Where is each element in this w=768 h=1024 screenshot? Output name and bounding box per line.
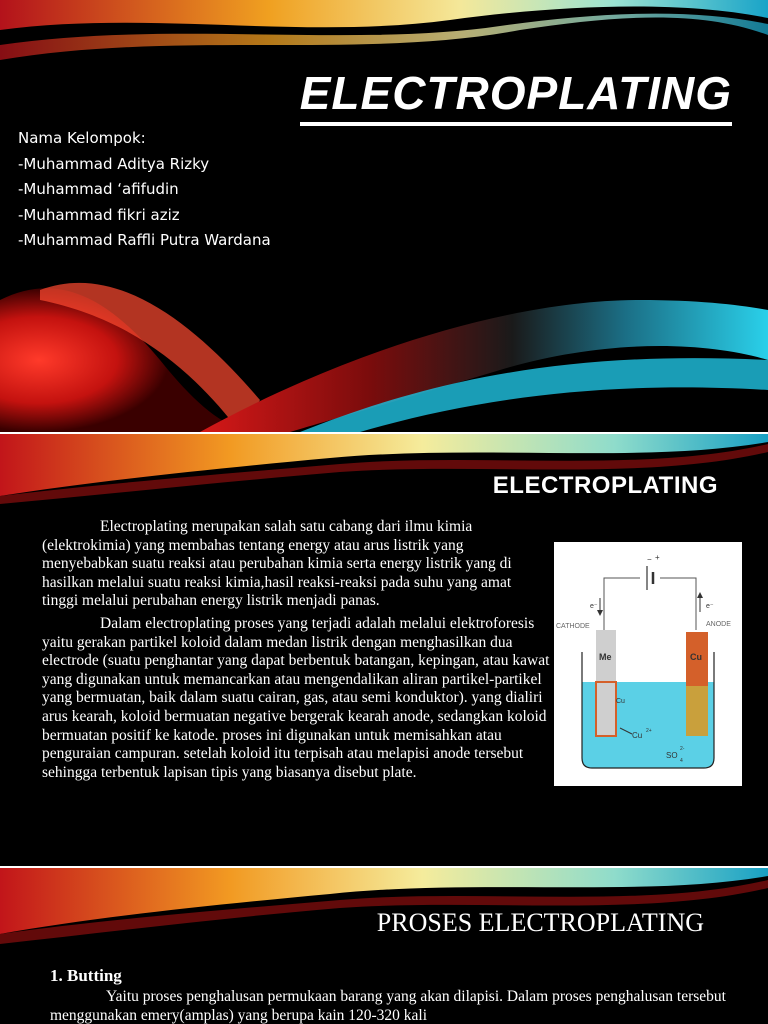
copper-ion-label: Cu (632, 731, 643, 740)
member-item: -Muhammad fikri aziz (18, 205, 180, 224)
paragraph: Dalam electroplating proses yang terjadi adalah melalui elektroforesis yaitu gerakan partikel koloid dalam medan listrik dengan menghasilkan dua electrode (suatu penghantar yang dapat berbentuk batangan, kepingan, atau kawat yang digunakan untuk memancarkan atau mengendalikan aliran partikel-partikel yang bermuatan, baik dalam suatu cairan, gas, atau semi konduktor). yang dialiri arus kearah, koloid bermuatan negative bergerak kearah anode, sedangkan koloid bermuatan positif ke katode. proses ini digunakan untuk memisahkan atau penguraian campuran. setelah koloid itu terpisah atau melapisi anode tersebut sehingga terbentuk lapisan tipis yang biasanya disebut plate. (42, 614, 550, 781)
slide-body (42, 518, 550, 786)
plus-label: + (655, 553, 660, 562)
process-slide (0, 868, 768, 1024)
copper-ion-charge: 2+ (646, 728, 652, 734)
cathode-metal-label: Me (599, 652, 612, 662)
anode-metal-label: Cu (690, 652, 702, 662)
sulfate-charge: 2- (680, 746, 685, 752)
arrow-up-icon (697, 592, 703, 598)
content-slide (0, 434, 768, 866)
step-heading: 1. Butting (50, 966, 122, 985)
cathode-label: CATHODE (556, 623, 590, 630)
electron-label-right: e⁻ (706, 603, 714, 610)
sulfate-label: SO (666, 751, 678, 760)
arrow-down-icon (597, 610, 603, 616)
member-item: -Muhammad ‘afifudin (18, 180, 179, 198)
sulfate-subscript: 4 (680, 758, 683, 764)
slide-title: ELECTROPLATING (492, 472, 718, 499)
title-slide (0, 0, 768, 432)
member-item: -Muhammad Raffli Putra Wardana (18, 231, 271, 249)
electrolysis-cell-illustration (554, 542, 742, 786)
slide-title: ELECTROPLATING (300, 66, 732, 126)
slide-title: PROSES ELECTROPLATING (376, 908, 704, 937)
minus-label: − (647, 555, 652, 564)
member-list (18, 126, 271, 254)
anode-label: ANODE (706, 621, 731, 628)
electroplating-diagram (554, 542, 742, 786)
deposit-label: Cu (616, 698, 625, 705)
step-body: Yaitu proses penghalusan permukaan barang yang akan dilapisi. Dalam proses penghalusan tersebut menggunakan emery(amplas) yang berupa kain 120-320 kali (50, 988, 726, 1024)
members-heading: Nama Kelompok: (18, 129, 146, 147)
member-item: -Muhammad Aditya Rizky (18, 154, 210, 173)
paragraph: Electroplating merupakan salah satu cabang dari ilmu kimia (elektrokimia) yang membahas tentang energy atau arus listrik yang menyebabkan suatu reaksi atau perubahan kimia serta energy listrik yang di hasilkan melalui suatu reaksi kimia,hasil reaksi-reaksi pada suhu yang amat tinggi melalui perubahan energy listrik menjadi panas. (42, 518, 512, 610)
electron-label-left: e⁻ (590, 603, 598, 610)
